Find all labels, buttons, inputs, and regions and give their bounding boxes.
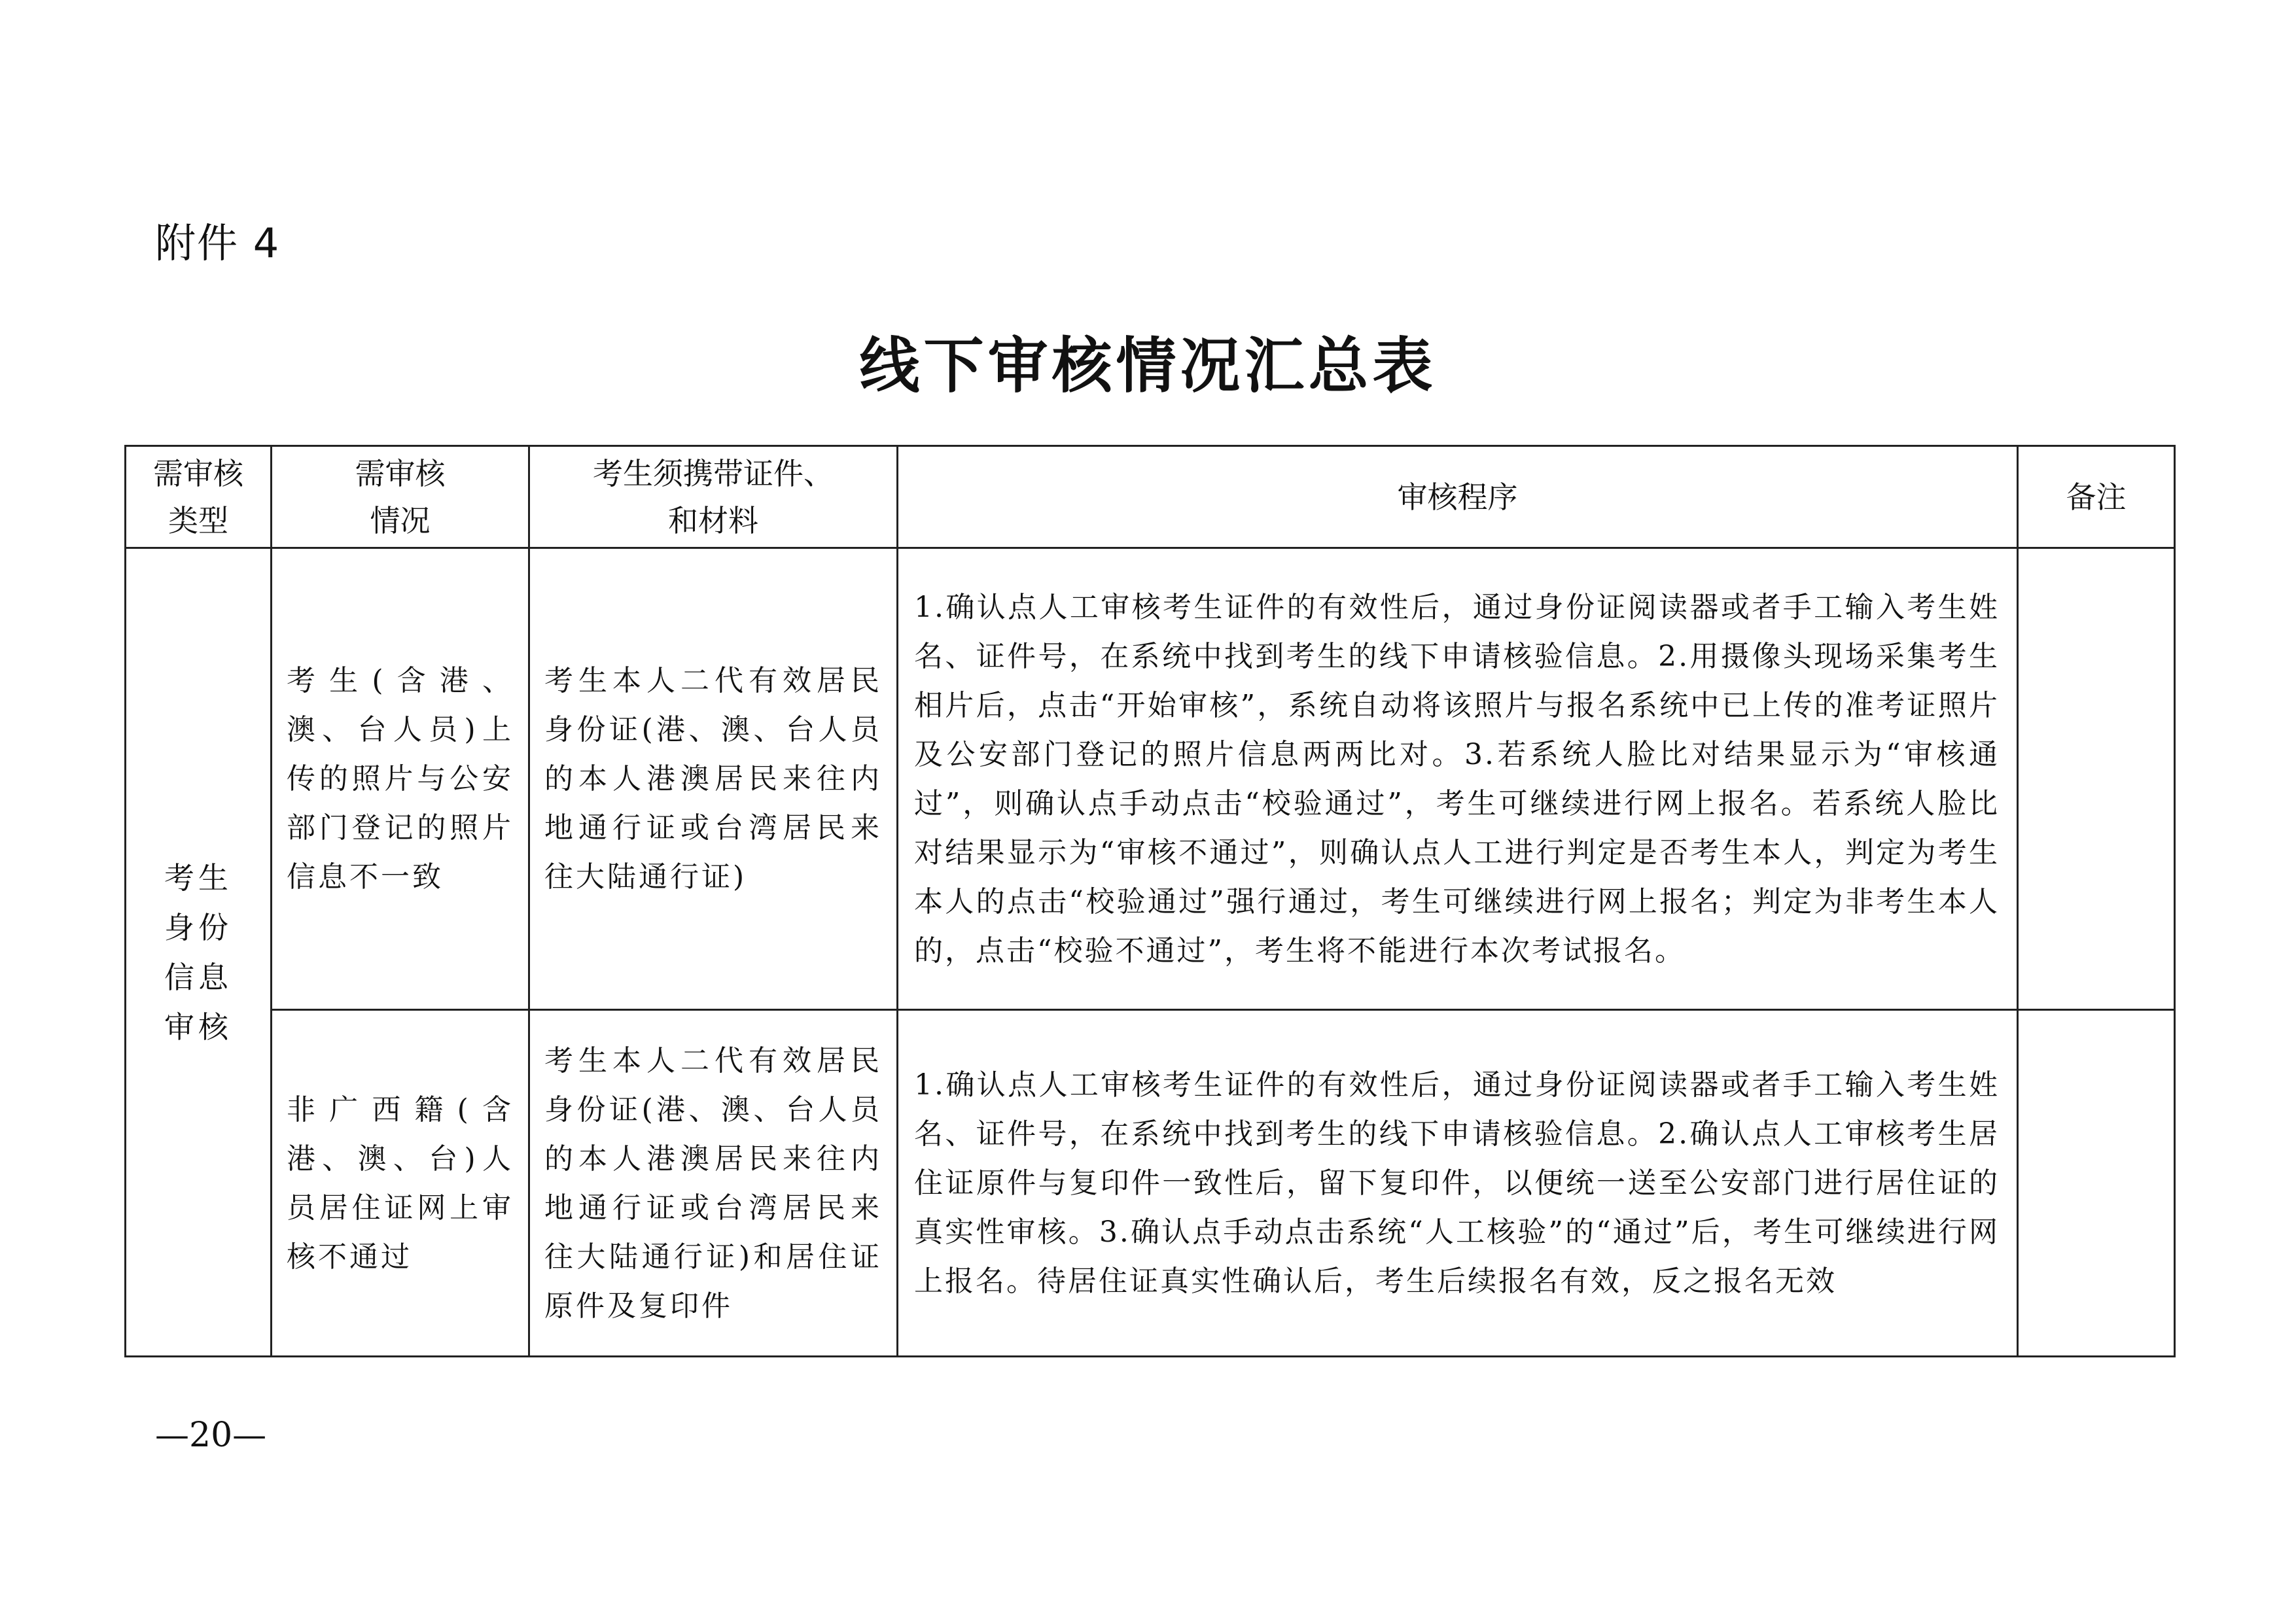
category-cell <box>126 548 272 1357</box>
document-title: 线下审核情况汇总表 <box>859 330 1437 401</box>
remarks-cell <box>2018 1010 2175 1357</box>
attachment-label: 附件 4 <box>155 219 281 267</box>
review-summary-table <box>124 445 2176 1357</box>
materials-cell: 考生本人二代有效居民身份证(港、澳、台人员的本人港澳居民来往内地通行证或台湾居民来往大陆通行证) <box>529 548 898 1010</box>
situation-cell: 考生(含港、澳、台人员)上传的照片与公安部门登记的照片信息不一致 <box>272 548 529 1010</box>
category-label: 考生 身份 信息 审核 <box>164 860 232 1045</box>
table-row <box>126 548 2175 1010</box>
header-materials: 考生须携带证件、 和材料 <box>529 446 898 548</box>
header-remarks: 备注 <box>2018 446 2175 548</box>
header-procedure: 审核程序 <box>898 446 2018 548</box>
table-row <box>126 1010 2175 1357</box>
situation-cell: 非广西籍(含港、澳、台)人员居住证网上审核不通过 <box>272 1010 529 1357</box>
procedure-cell: 1.确认点人工审核考生证件的有效性后，通过身份证阅读器或者手工输入考生姓名、证件号，在系统中找到考生的线下申请核验信息。2.用摄像头现场采集考生相片后，点击“开始审核”，系统自动将该照片与报名系统中已上传的准考证照片及公安部门登记的照片信息两两比对。3.若系统人脸比对结果显示为“审核通过”，则确认点手动点击“校验通过”，考生可继续进行网上报名。若系统人脸比对结果显示为“审核不通过”，则确认点人工进行判定是否考生本人，判定为考生本人的点击“校验通过”强行通过，考生可继续进行网上报名；判定为非考生本人的，点击“校验不通过”，考生将不能进行本次考试报名。 <box>898 548 2018 1010</box>
materials-cell: 考生本人二代有效居民身份证(港、澳、台人员的本人港澳居民来往内地通行证或台湾居民来往大陆通行证)和居住证原件及复印件 <box>529 1010 898 1357</box>
header-situation: 需审核 情况 <box>272 446 529 548</box>
table-header-row <box>126 446 2175 548</box>
remarks-cell <box>2018 548 2175 1010</box>
procedure-cell: 1.确认点人工审核考生证件的有效性后，通过身份证阅读器或者手工输入考生姓名、证件号，在系统中找到考生的线下申请核验信息。2.确认点人工审核考生居住证原件与复印件一致性后，留下复印件，以便统一送至公安部门进行居住证的真实性审核。3.确认点手动点击系统“人工核验”的“通过”后，考生可继续进行网上报名。待居住证真实性确认后，考生后续报名有效，反之报名无效 <box>898 1010 2018 1357</box>
header-type: 需审核 类型 <box>126 446 272 548</box>
page-number: —20— <box>155 1416 267 1455</box>
